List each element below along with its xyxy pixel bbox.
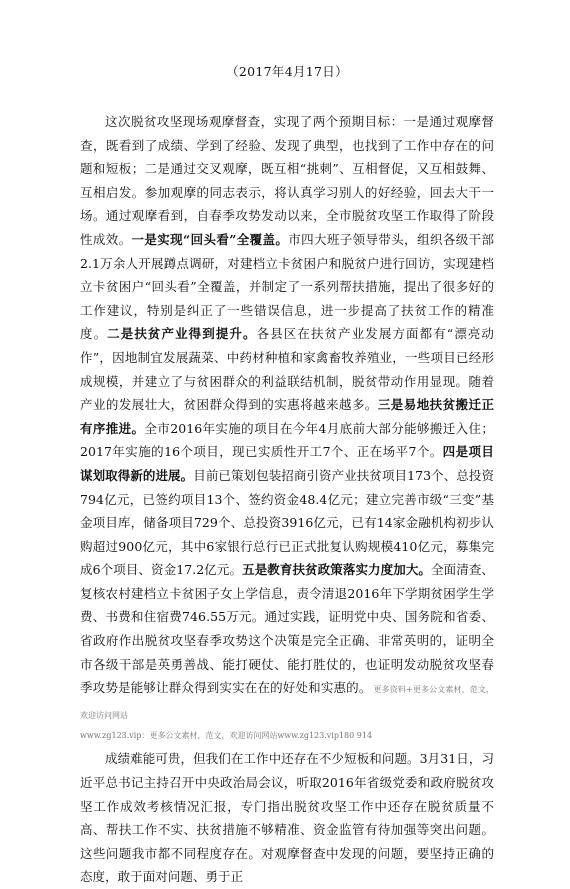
p1-bold-2: 二是扶贫产业得到提升。 (107, 326, 257, 342)
p1-bold-5: 五是教育扶贫政策落实力度加大。 (242, 562, 432, 578)
p1-text-1: 这次脱贫攻坚现场观摩督查，实现了两个预期目标：一是通过观摩督查，既看到了成绩、学到了经验、发现了典型，也找到了工作中存在的问题和短板；二是通过交叉观摩，既互相“挑刺”、互相督促，又互相鼓舞、互相启发。参加观摩的同志表示，将认真学习别人的好经验，回去大干一场。通过观摩看到，自春季攻势发动以来，全市脱贫攻坚工作取得了阶段性成效。 (80, 114, 494, 247)
p1-bold-4: 四是项目谋划取得新的进展。 (80, 444, 494, 483)
paragraph-2 (80, 747, 494, 889)
p1-text-2: 市四大班子领导带头，组织各级干部2.1万余人开展蹲点调研，对建档立卡贫困户和脱贫户进行回访，实现建档立卡贫困户“回头看”全覆盖，并制定了一系列帮扶措施，提出了很多好的工作建议，特别是纠正了一些错误信息，进一步提高了扶贫工作的精准度。 (80, 231, 494, 342)
document-date: （2017年4月17日） (226, 64, 348, 79)
paragraph-1 (80, 110, 494, 727)
p1-text-6: 全面清查、复核农村建档立卡贫困子女上学信息，责令清退2016年下学期贫困学生学费、书费和住宿费746.55万元。通过实践，证明党中央、国务院和省委、省政府作出脱贫攻坚春季攻势这个决策是完全正确、非常英明的，证明全市各级干部是英勇善战、能打硬仗、能打胜仗的，也证明发动脱贫攻坚春季攻势是能够让群众得到实实在在的好处和实惠的。 (80, 562, 494, 696)
p1-text-5: 目前已策划包装招商引资产业扶贫项目173个、总投资794亿元，已签约项目13个、签约资金48.4亿元；建立完善市级“三变”基金项目库，储备项目729个、总投资3916亿元，已有14家金融机构初步认购超过900亿元，其中6家银行总行已正式批复认购规模410亿元，募集完成6个项目、资金17.2亿元。 (80, 467, 495, 578)
watermark-inline: 更多资料+更多公文素材，范文，欢迎访问网站 (80, 685, 495, 720)
p2-text-1: 成绩难能可贵，但我们在工作中还存在不少短板和问题。3月31日，习近平总书记主持召开中央政治局会议，听取2016年省级党委和政府脱贫攻坚工作成效考核情况汇报，专门指出脱贫攻坚工作中还存在脱贫质量不高、帮扶工作不实、扶贫措施不够精准、资金监管有待加强等突出问题。这些问题我市都不同程度存在。对观摩督查中发现的问题，要坚持正确的态度，敢于面对问题、勇于正 (80, 751, 494, 885)
p1-bold-1: 一是实现“回头看”全覆盖。 (131, 231, 289, 247)
watermark-line: www.zg123.vip：更多公文素材，范文，欢迎访问网站www.zg123.vip180 914 (80, 731, 373, 741)
p1-text-3: 各县区在扶贫产业发展方面都有“漂亮动作”，因地制宜发展蔬菜、中药材种植和家禽畜牧养殖业，一些项目已经形成规模，并建立了与贫困群众的利益联结机制，脱贫带动作用显现。随着产业的发展壮大，贫困群众得到的实惠将越来越多。 (80, 326, 494, 413)
p1-bold-3: 三是易地扶贫搬迁正有序推进。 (80, 397, 494, 436)
p1-text-4: 全市2016年实施的项目在今年4月底前大部分能够搬迁入住；2017年实施的16个项目，现已实质性开工7个、正在场平7个。 (80, 420, 494, 460)
